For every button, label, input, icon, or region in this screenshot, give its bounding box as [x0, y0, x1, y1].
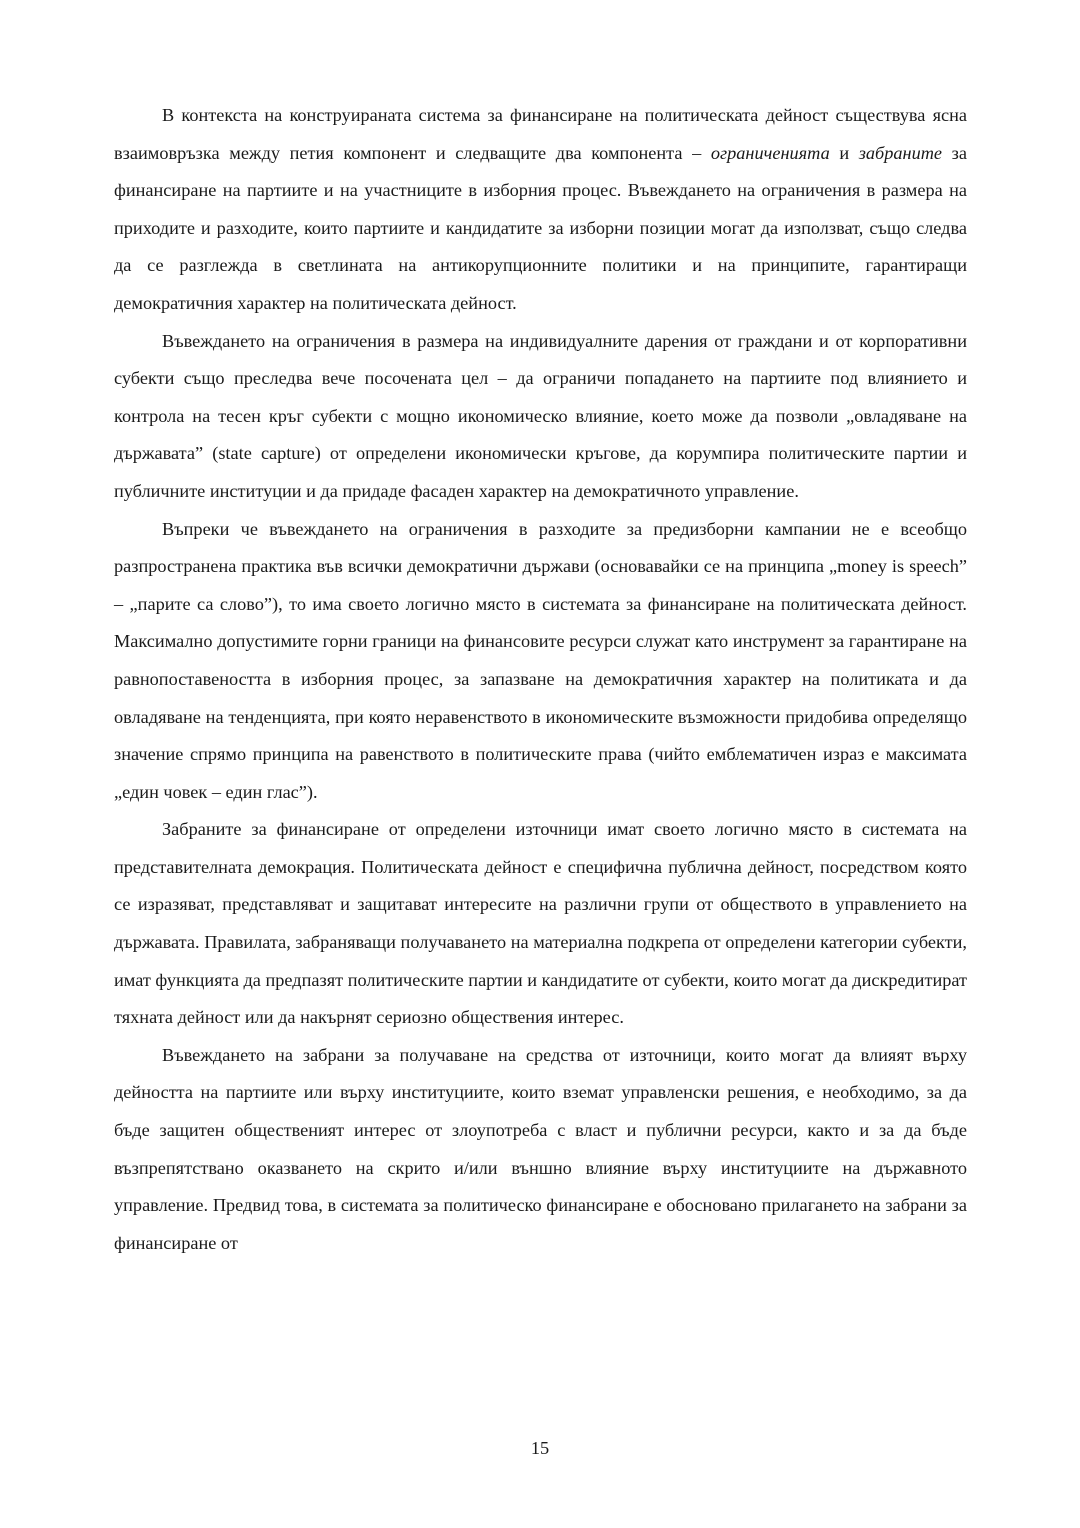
paragraph-1-text-b: и	[829, 142, 859, 163]
paragraph-1-text-c: за финансиране на партиите и на участниците в изборния процес. Въвеждането на ограничения в размера на приходите и разходите, които партиите и кандидатите за изборни позиции могат да използват, също следва да се разглежда в светлината на антикорупционните политики и на принципите, гарантиращи демократичния характер на политическата дейност.	[114, 142, 967, 313]
paragraph-2: Въвеждането на ограничения в размера на индивидуалните дарения от граждани и от корпоративни субекти също преследва вече посочената цел – да ограничи попадането на партиите под влиянието и контрола на тесен кръг субекти с мощно икономическо влияние, което може да позволи „овладяване на държавата” (state capture) от определени икономически кръгове, да корумпира политическите партии и публичните институции и да придаде фасаден характер на демократичното управление.	[114, 330, 967, 501]
page-number: 15	[530, 1438, 550, 1458]
document-body	[114, 97, 967, 1262]
paragraph-5: Въвеждането на забрани за получаване на средства от източници, които могат да влияят върху дейността на партиите или върху институциите, които вземат управленски решения, е необходимо, за да бъде защитен общественият интерес от злоупотреба с власт и публични ресурси, както и за да бъде възпрепятствано оказването на скрито и/или външно влияние върху институциите на държавното управление. Предвид това, в системата за политическо финансиране е обосновано прилагането на забрани за финансиране от	[114, 1044, 967, 1253]
paragraph-1-text-a: В контекста на конструираната система за финансиране на политическата дейност съществува ясна взаимовръзка между петия компонент и следващите два компонента –	[114, 105, 967, 163]
paragraph-4: Забраните за финансиране от определени източници имат своето логично място в системата на представителната демокрация. Политическата дейност е специфична публична дейност, посредством която се изразяват, представляват и защитават интересите на различни групи от обществото в управлението на държавата. Правилата, забраняващи получаването на материална подкрепа от определени категории субекти, имат функцията да предпазят политическите партии и кандидатите от субекти, които могат да дискредитират тяхната дейност или да накърнят сериозно обществения интерес.	[114, 819, 967, 1028]
paragraph-1	[114, 97, 967, 323]
emphasis-restrictions: ограниченията	[710, 142, 830, 163]
paragraph-3: Въпреки че въвеждането на ограничения в разходите за предизборни кампании не е всеобщо разпространена практика във всички демократични държави (основавайки се на принципа „money is speech” – „парите са слово”), то има своето логично място в системата за финансиране на политическата дейност. Максимално допустимите горни граници на финансовите ресурси служат като инструмент за гарантиране на равнопоставеността в изборния процес, за запазване на демократичния характер на политиката и да овладяване на тенденцията, при която неравенството в икономическите възможности придобива определящо значение спрямо принципа на равенството в политическите права (чийто емблематичен израз е максимата „един човек – един глас”).	[114, 518, 967, 802]
emphasis-prohibitions: забраните	[858, 142, 943, 163]
